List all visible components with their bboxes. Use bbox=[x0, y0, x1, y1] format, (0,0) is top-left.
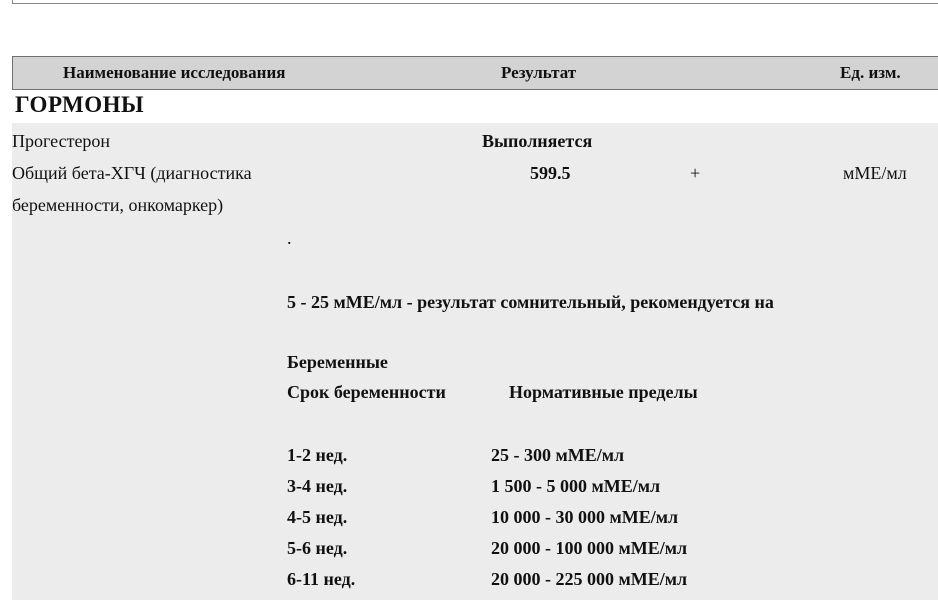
ref-limits: 25 - 300 мМЕ/мл bbox=[491, 445, 625, 465]
header-result: Результат bbox=[501, 63, 577, 82]
row-progesterone-result: Выполняется bbox=[482, 131, 593, 151]
row-hcg-result: 599.5 bbox=[530, 163, 571, 183]
col-term-header: Срок беременности bbox=[287, 382, 446, 402]
ref-term: 1-2 нед. bbox=[287, 445, 348, 465]
row-hcg-unit: мМЕ/мл bbox=[843, 163, 907, 183]
row-hcg-name-line2: беременности, онкомаркер) bbox=[12, 195, 224, 215]
pregnant-title: Беременные bbox=[287, 352, 388, 372]
col-limits-header: Нормативные пределы bbox=[509, 382, 698, 402]
ref-term: 3-4 нед. bbox=[287, 476, 348, 496]
ref-limits: 1 500 - 5 000 мМЕ/мл bbox=[491, 476, 661, 496]
ref-term: 6-11 нед. bbox=[287, 569, 356, 589]
row-progesterone-name: Прогестерон bbox=[12, 131, 111, 151]
section-title: ГОРМОНЫ bbox=[15, 92, 145, 117]
table-header bbox=[12, 56, 938, 90]
comment-dot: . bbox=[287, 228, 292, 248]
row-hcg-name-line1: Общий бета-ХГЧ (диагностика bbox=[12, 163, 252, 183]
comment-note: 5 - 25 мМЕ/мл - результат сомнительный, рекомендуется на bbox=[287, 292, 774, 312]
ref-term: 5-6 нед. bbox=[287, 538, 348, 558]
top-border-box bbox=[12, 0, 938, 4]
header-name: Наименование исследования bbox=[63, 63, 286, 82]
ref-limits: 20 000 - 225 000 мМЕ/мл bbox=[491, 569, 688, 589]
ref-term: 4-5 нед. bbox=[287, 507, 348, 527]
row-hcg-flag: + bbox=[690, 163, 701, 183]
ref-limits: 20 000 - 100 000 мМЕ/мл bbox=[491, 538, 688, 558]
header-unit: Ед. изм. bbox=[840, 63, 901, 82]
ref-limits: 10 000 - 30 000 мМЕ/мл bbox=[491, 507, 679, 527]
